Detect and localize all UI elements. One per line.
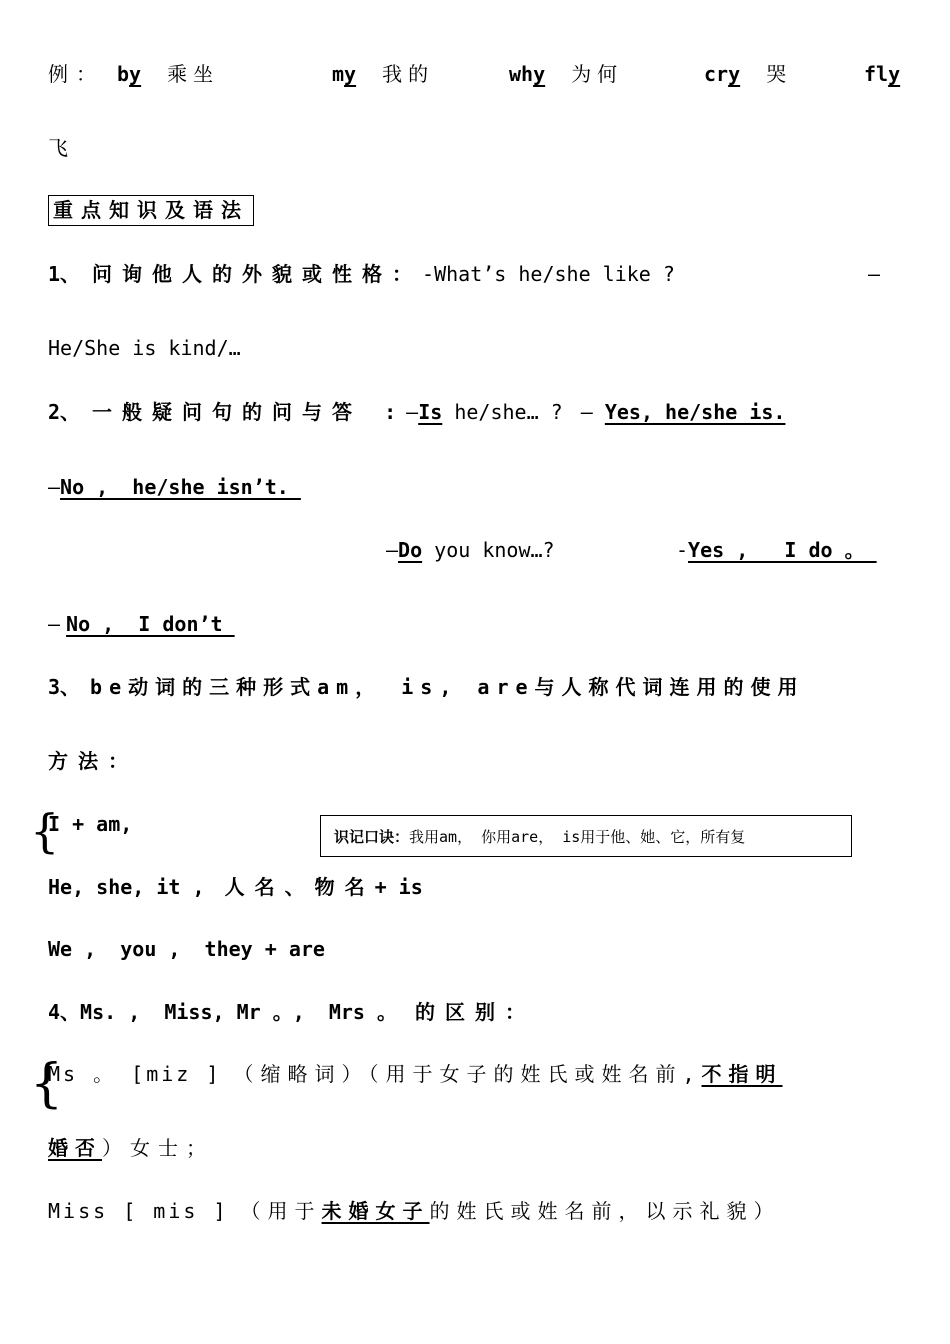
section-4-title: 4、Ms. , Miss, Mr 。, Mrs 。 的区别： xyxy=(48,1000,536,1024)
section-3-row-are: We , you , they + are xyxy=(48,937,325,961)
section-2-answer-yes-2: -Yes , I do 。 xyxy=(676,538,877,562)
section-4-ms-line-cont: 婚否）女士； xyxy=(48,1136,214,1160)
section-heading: 重点知识及语法 xyxy=(48,200,254,220)
section-2-question-2: —Do you know…? xyxy=(386,538,555,562)
section-2-line: 2、 一般疑问句的问与答 :—Is he/she… ? — Yes, he/she is. xyxy=(48,400,786,424)
example-item-my: my 我的 xyxy=(332,62,435,86)
example-prefix: 例： xyxy=(48,62,104,86)
mnemonic-box: 识记口诀：我用am， 你用are， is用于他、她、它，所有复 xyxy=(320,815,852,857)
section-3-title: 3、 be动词的三种形式am， is, are与人称代词连用的使用 xyxy=(48,675,805,699)
section-2-answer-no: —No , he/she isn’t. xyxy=(48,475,301,499)
example-item-fly: fly xyxy=(864,62,901,86)
brace-icon: { xyxy=(30,804,60,858)
section-1-line: 1、 问询他人的外貌或性格：-What’s he/she like ? xyxy=(48,262,675,286)
example-item-by: by 乘坐 xyxy=(117,62,220,86)
section-4-miss-line: Miss [ mis ] （用于未婚女子的姓氏或姓名前，以示礼貌） xyxy=(48,1199,781,1223)
section-1-dash: — xyxy=(868,262,881,286)
section-4-ms-line: Ms 。 [miz ] （缩略词）（用于女子的姓氏或姓名前,不指明 xyxy=(48,1062,783,1086)
example-item-cry: cry 哭 xyxy=(704,62,793,86)
section-3-title-cont: 方法： xyxy=(48,749,138,773)
section-3-row-am: I + am, xyxy=(48,812,133,836)
section-3-row-is: He, she, it , 人名、物名+ is xyxy=(48,875,423,899)
example-item-why: why 为何 xyxy=(509,62,624,86)
section-1-answer: He/She is kind/… xyxy=(48,336,241,360)
brace-icon-2: { xyxy=(30,1054,64,1114)
section-2-answer-no-2: — No , I don’t xyxy=(48,612,235,636)
example-item-fly-meaning: 飞 xyxy=(48,136,68,160)
